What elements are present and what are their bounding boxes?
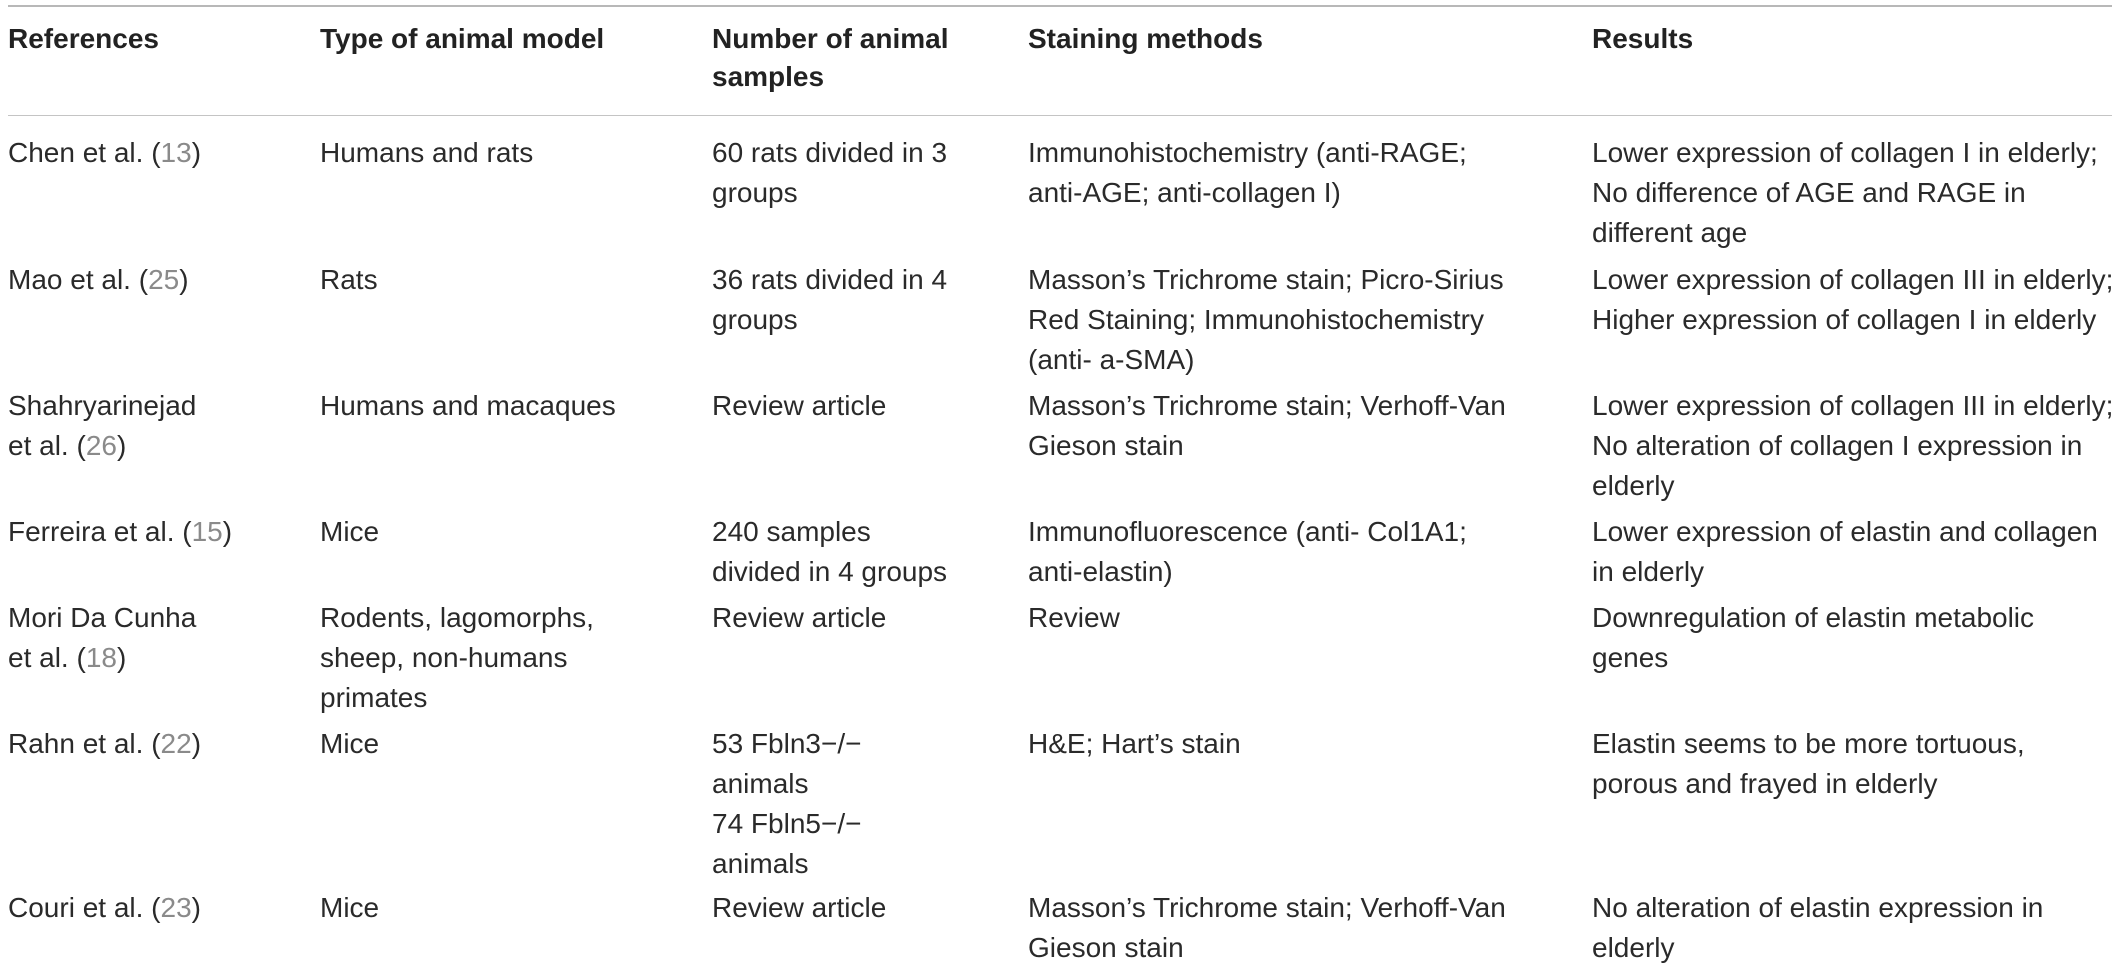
results-cell: Downregulation of elastin metabolic genes xyxy=(1592,602,2035,673)
samples-cell: Review article xyxy=(712,602,887,633)
reference-close: ) xyxy=(191,892,201,923)
reference-author: Rahn et al. ( xyxy=(8,728,161,759)
samples-cell: Review article xyxy=(712,390,887,421)
animal-model-cell: Mice xyxy=(320,516,380,547)
header-rule xyxy=(8,115,2112,116)
staining-cell: Masson’s Trichrome stain; Picro-Sirius Red Staining; Immunohistochemistry (anti- a-SMA) xyxy=(1028,264,1504,375)
results-cell: Lower expression of collagen III in elderly; No alteration of collagen I expression in elderly xyxy=(1592,390,2114,501)
reference-cell xyxy=(8,512,232,552)
samples-cell: 36 rats divided in 4 groups xyxy=(712,264,948,335)
reference-close: ) xyxy=(191,137,202,168)
reference-author: Shahryarinejad et al. ( xyxy=(8,390,197,461)
results-cell: No alteration of elastin expression in elderly xyxy=(1592,892,2044,963)
reference-number-link[interactable]: 13 xyxy=(160,137,192,168)
animal-model-cell: Humans and rats xyxy=(320,137,534,168)
reference-number-link[interactable]: 15 xyxy=(191,516,223,547)
animal-model-cell: Rats xyxy=(320,264,378,295)
reference-author: Ferreira et al. ( xyxy=(8,516,192,547)
reference-cell xyxy=(8,888,201,928)
samples-cell: Review article xyxy=(712,892,887,923)
reference-author: Mao et al. ( xyxy=(8,264,149,295)
reference-close: ) xyxy=(179,264,189,295)
reference-number-link[interactable]: 23 xyxy=(160,892,192,923)
reference-number-link[interactable]: 26 xyxy=(85,430,117,461)
reference-cell xyxy=(8,598,196,678)
staining-cell: Immunohistochemistry (anti-RAGE; anti-AGE; anti-collagen I) xyxy=(1028,137,1467,208)
reference-close: ) xyxy=(116,430,127,461)
header-results: Results xyxy=(1592,23,1694,54)
reference-number-link[interactable]: 18 xyxy=(85,642,117,673)
header-staining-methods: Staining methods xyxy=(1028,23,1263,54)
header-samples-line-1: Number of animal xyxy=(712,23,949,54)
reference-cell xyxy=(8,260,189,300)
reference-author: Mori Da Cunha et al. ( xyxy=(8,602,197,673)
reference-close: ) xyxy=(191,728,202,759)
header-references: References xyxy=(8,23,159,54)
samples-cell: 60 rats divided in 3 groups xyxy=(712,137,948,208)
staining-cell: H&E; Hart’s stain xyxy=(1028,728,1241,759)
staining-cell: Masson’s Trichrome stain; Verhoff-Van Gieson stain xyxy=(1028,390,1506,461)
animal-model-cell: Mice xyxy=(320,728,380,759)
animal-model-cell: Rodents, lagomorphs, sheep, non-humans primates xyxy=(320,602,594,713)
results-cell: Lower expression of collagen I in elderly; No difference of AGE and RAGE in different age xyxy=(1592,137,2098,248)
header-animal-model: Type of animal model xyxy=(320,23,605,54)
reference-cell xyxy=(8,724,201,764)
staining-cell: Masson’s Trichrome stain; Verhoff-Van Gieson stain xyxy=(1028,892,1506,963)
reference-close: ) xyxy=(116,642,127,673)
reference-number-link[interactable]: 22 xyxy=(160,728,192,759)
staining-cell: Immunofluorescence (anti- Col1A1; anti-elastin) xyxy=(1028,516,1467,587)
header-number-of-samples xyxy=(712,20,948,96)
animal-model-cell: Humans and macaques xyxy=(320,390,616,421)
reference-cell xyxy=(8,133,201,173)
animal-model-cell: Mice xyxy=(320,892,380,923)
samples-cell: 240 samples divided in 4 groups xyxy=(712,516,948,587)
header-samples-line-2: samples xyxy=(712,61,825,92)
reference-close: ) xyxy=(222,516,233,547)
reference-cell xyxy=(8,386,196,466)
reference-number-link[interactable]: 25 xyxy=(148,264,180,295)
reference-author: Chen et al. ( xyxy=(8,137,161,168)
results-cell: Elastin seems to be more tortuous, porous and frayed in elderly xyxy=(1592,728,2025,799)
results-cell: Lower expression of collagen III in elderly; Higher expression of collagen I in elderly xyxy=(1592,264,2114,335)
table-top-rule xyxy=(8,5,2112,7)
staining-cell: Review xyxy=(1028,602,1120,633)
results-cell: Lower expression of elastin and collagen in elderly xyxy=(1592,516,2098,587)
samples-cell: 53 Fbln3−/− animals 74 Fbln5−/− animals xyxy=(712,728,862,879)
reference-author: Couri et al. ( xyxy=(8,892,161,923)
